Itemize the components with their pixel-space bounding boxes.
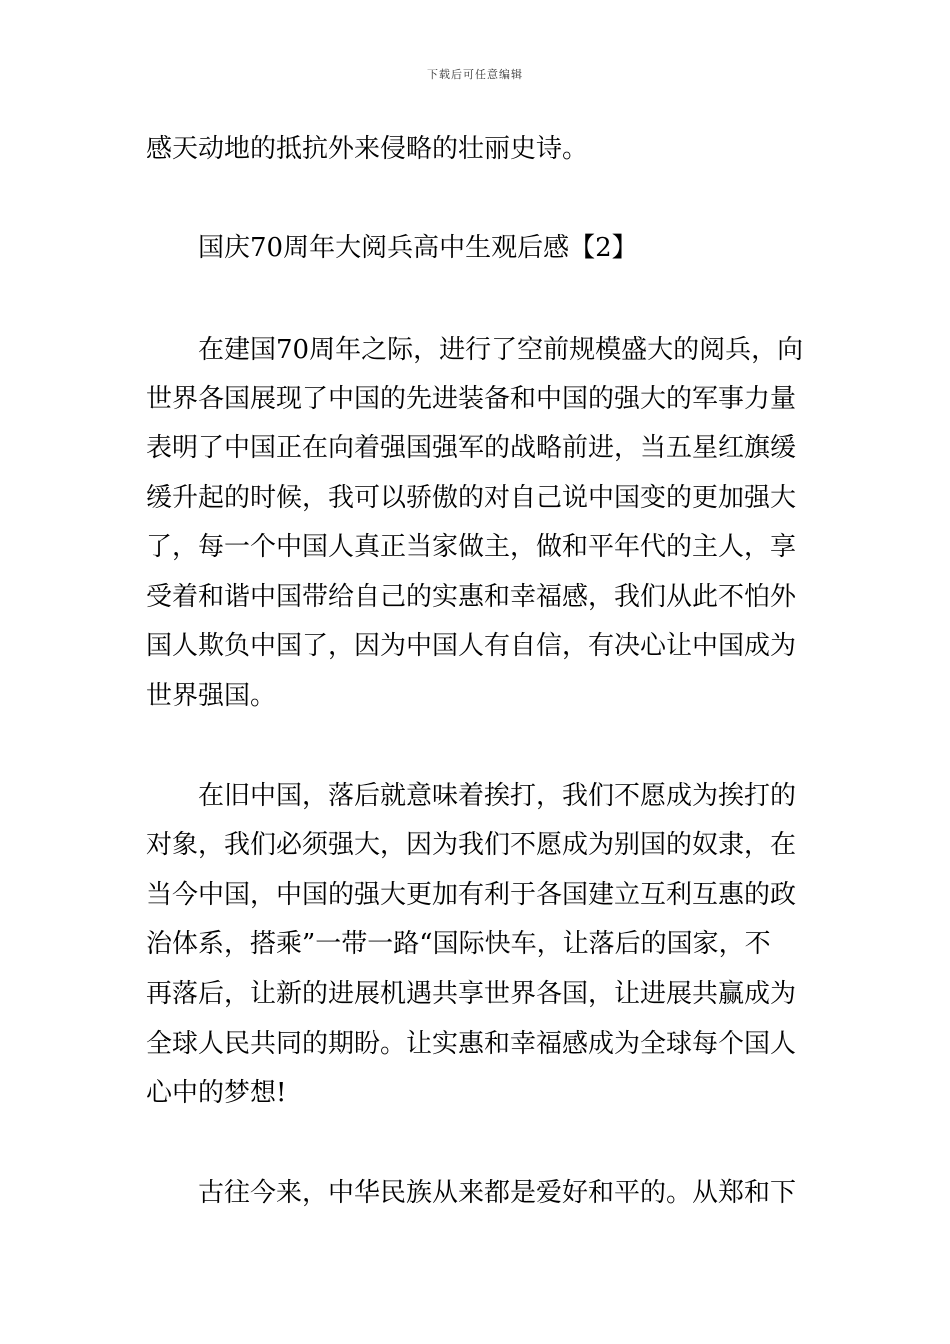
text-line: 对象，我们必须强大，因为我们不愿成为别国的奴隶，在	[146, 830, 797, 860]
text-line: 受着和谐中国带给自己的实惠和幸福感，我们从此不怕外	[146, 582, 797, 612]
text-line: 世界强国。	[146, 681, 277, 711]
page-header-note: 下载后可任意编辑	[427, 68, 523, 81]
text-line: 在建国70周年之际，进行了空前规模盛大的阅兵，向	[198, 335, 804, 365]
text-line: 了，每一个中国人真正当家做主，做和平年代的主人，享	[146, 532, 797, 562]
text-line: 治体系，搭乘”一带一路“国际快车，让落后的国家，不	[146, 929, 771, 959]
section-heading: 国庆70周年大阅兵高中生观后感【2】	[198, 233, 638, 263]
text-line: 当今中国，中国的强大更加有利于各国建立互利互惠的政	[146, 880, 797, 910]
text-line: 世界各国展现了中国的先进装备和中国的强大的军事力量	[146, 384, 797, 414]
text-line: 全球人民共同的期盼。让实惠和幸福感成为全球每个国人	[146, 1029, 797, 1059]
text-line: 在旧中国，落后就意味着挨打，我们不愿成为挨打的	[198, 781, 797, 811]
text-line: 心中的梦想!	[146, 1078, 287, 1108]
text-line: 国人欺负中国了，因为中国人有自信，有决心让中国成为	[146, 631, 797, 661]
text-line: 表明了中国正在向着强国强军的战略前进，当五星红旗缓	[146, 433, 797, 463]
text-line: 再落后，让新的进展机遇共享世界各国，让进展共赢成为	[146, 979, 797, 1009]
text-line: 缓升起的时候，我可以骄傲的对自己说中国变的更加强大	[146, 483, 797, 513]
text-line: 感天动地的抵抗外来侵略的壮丽史诗。	[146, 134, 589, 164]
text-line: 古往今来，中华民族从来都是爱好和平的。从郑和下	[198, 1178, 797, 1208]
